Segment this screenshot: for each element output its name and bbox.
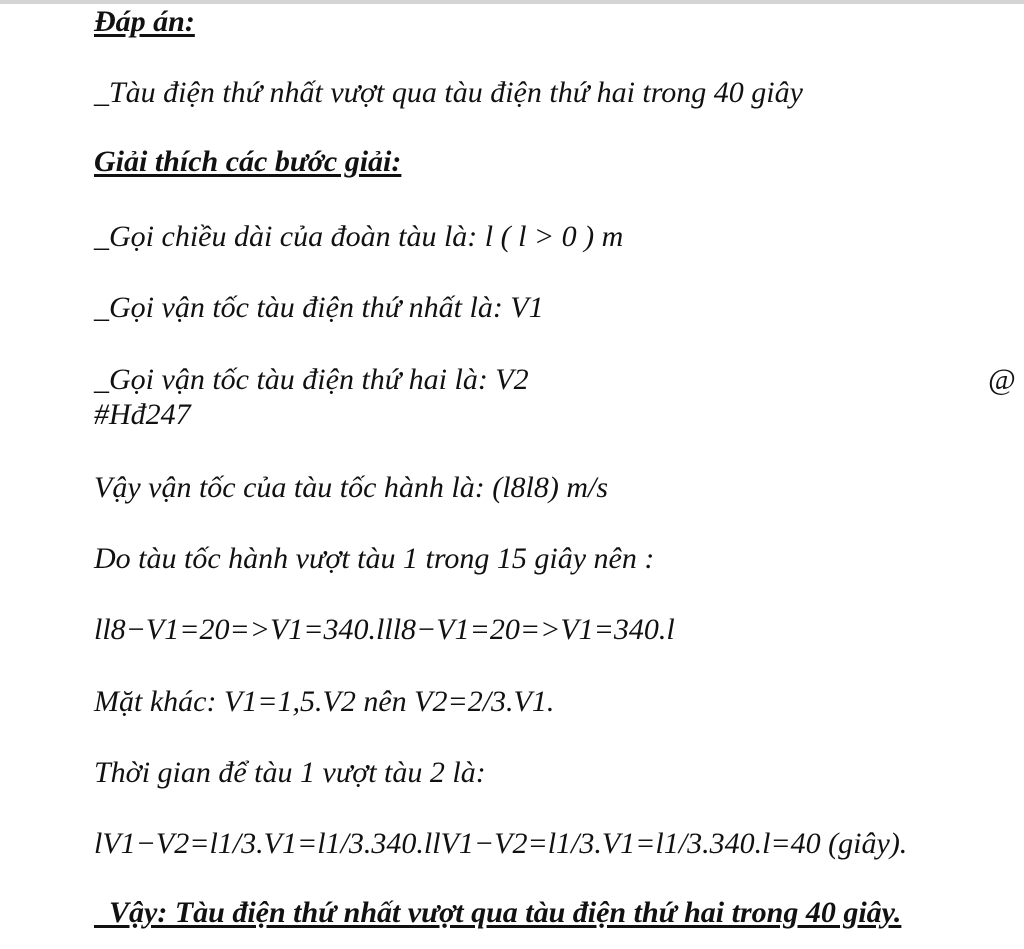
line-define-v2: _Gọi vận tốc tàu điện thứ hai là: V2 <box>94 363 529 396</box>
line-relation-v1-v2: Mặt khác: V1=1,5.V2 nên V2=2/3.V1. <box>94 685 555 718</box>
equation-time: lV1−V2=l1/3.V1=l1/3.340.llV1−V2=l1/3.V1=l1/3.340.l=40 (giây). <box>94 827 908 860</box>
line-define-length: _Gọi chiều dài của đoàn tàu là: l ( l > 0 ) m <box>94 220 624 253</box>
line-express-speed: Vậy vận tốc của tàu tốc hành là: (l8l8) m/s <box>94 471 609 504</box>
conclusion <box>94 895 901 931</box>
watermark-tag: #Hđ247 <box>94 398 191 431</box>
line-define-v1: _Gọi vận tốc tàu điện thứ nhất là: V1 <box>94 291 544 324</box>
equation-v1: ll8−V1=20=>V1=340.lll8−V1=20=>V1=340.l <box>94 613 675 646</box>
line-time-question: Thời gian để tàu 1 vượt tàu 2 là: <box>94 756 486 789</box>
conclusion-text: Vậy: Tàu điện thứ nhất vượt qua tàu điện thứ hai trong 40 giây. <box>109 896 902 929</box>
explanation-heading: Giải thích các bước giải: <box>94 145 402 178</box>
answer-text: _Tàu điện thứ nhất vượt qua tàu điện thứ hai trong 40 giây <box>94 76 803 109</box>
answer-heading: Đáp án: <box>94 5 195 38</box>
at-symbol: @ <box>988 363 1016 396</box>
line-overtake-15s: Do tàu tốc hành vượt tàu 1 trong 15 giây nên : <box>94 542 655 575</box>
